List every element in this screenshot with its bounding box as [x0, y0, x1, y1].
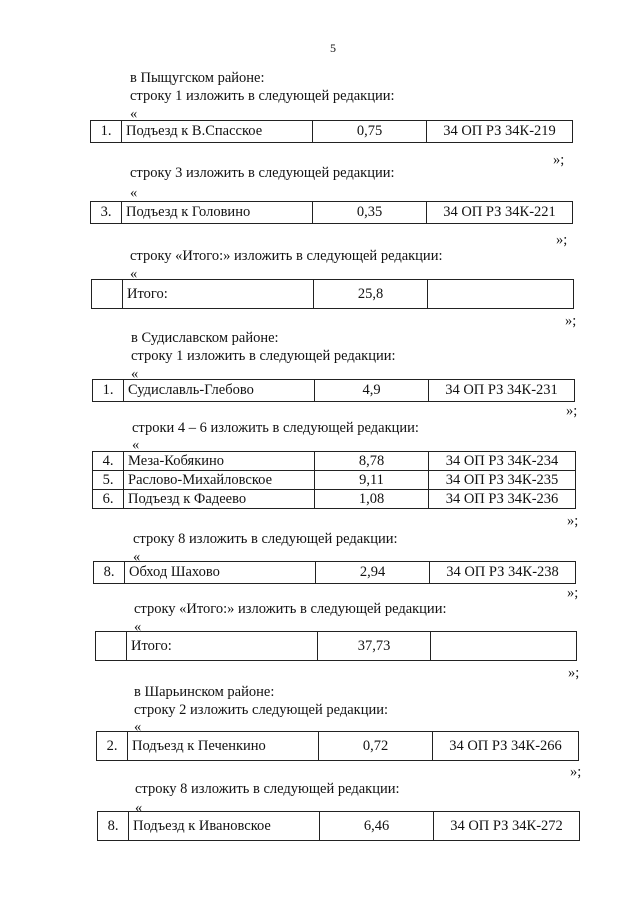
road-code: 34 ОП РЗ 34К-234	[429, 452, 576, 471]
quote-open: «	[130, 266, 138, 282]
road-length: 0,75	[313, 121, 427, 143]
road-name: Подъезд к Фадеево	[124, 490, 315, 509]
road-name: Меза-Кобякино	[124, 452, 315, 471]
table-row	[91, 121, 573, 143]
table-row	[93, 471, 576, 490]
row-number: 5.	[93, 471, 124, 490]
total-label: Итого:	[123, 280, 314, 309]
row-number: 8.	[98, 812, 129, 841]
road-length: 1,08	[315, 490, 429, 509]
quote-close: »;	[568, 665, 580, 681]
table-row	[98, 812, 580, 841]
road-length: 0,72	[319, 732, 433, 761]
road-code: 34 ОП РЗ 34К-272	[434, 812, 580, 841]
road-length: 9,11	[315, 471, 429, 490]
road-code: 34 ОП РЗ 34К-238	[430, 562, 576, 584]
table-row	[93, 380, 575, 402]
quote-close: »;	[565, 313, 577, 329]
edit-instruction: строку 3 изложить в следующей редакции:	[130, 165, 395, 181]
road-name: Подъезд к Печенкино	[128, 732, 319, 761]
road-name: Подъезд к Головино	[122, 202, 313, 224]
road-code	[428, 280, 574, 309]
road-table	[91, 279, 574, 309]
road-code: 34 ОП РЗ 34К-219	[427, 121, 573, 143]
district-heading: в Пыщугском районе:	[130, 70, 265, 86]
total-length: 25,8	[314, 280, 428, 309]
road-length: 0,35	[313, 202, 427, 224]
edit-instruction: строку «Итого:» изложить в следующей редакции:	[134, 601, 447, 617]
quote-open: «	[134, 719, 142, 735]
quote-open: «	[130, 106, 138, 122]
road-name: Подъезд к В.Спасское	[122, 121, 313, 143]
road-code	[431, 632, 577, 661]
quote-open: «	[130, 185, 138, 201]
road-code: 34 ОП РЗ 34К-221	[427, 202, 573, 224]
quote-close: »;	[556, 232, 568, 248]
road-table	[92, 379, 575, 402]
row-number: 2.	[97, 732, 128, 761]
row-number: 1.	[91, 121, 122, 143]
district-heading: в Судиславском районе:	[131, 330, 279, 346]
table-row	[93, 490, 576, 509]
table-row	[94, 562, 576, 584]
row-number: 8.	[94, 562, 125, 584]
road-length: 4,9	[315, 380, 429, 402]
quote-open: «	[133, 549, 141, 565]
quote-open: «	[134, 619, 142, 635]
road-code: 34 ОП РЗ 34К-266	[433, 732, 579, 761]
table-row	[92, 280, 574, 309]
table-row	[93, 452, 576, 471]
road-table	[96, 731, 579, 761]
edit-instruction: строку 8 изложить в следующей редакции:	[135, 781, 400, 797]
quote-close: »;	[570, 764, 582, 780]
district-heading: в Шарьинском районе:	[134, 684, 275, 700]
quote-close: »;	[566, 403, 578, 419]
row-number: 4.	[93, 452, 124, 471]
quote-open: «	[132, 437, 140, 453]
road-table	[93, 561, 576, 584]
row-number: 6.	[93, 490, 124, 509]
edit-instruction: строку 2 изложить следующей редакции:	[134, 702, 389, 718]
row-number: 3.	[91, 202, 122, 224]
road-name: Обход Шахово	[125, 562, 316, 584]
road-table	[92, 451, 576, 509]
row-number	[92, 280, 123, 309]
table-row	[97, 732, 579, 761]
edit-instruction: строку 1 изложить в следующей редакции:	[131, 348, 396, 364]
table-row	[91, 202, 573, 224]
total-length: 37,73	[318, 632, 431, 661]
total-label: Итого:	[127, 632, 318, 661]
edit-instruction: строку 8 изложить в следующей редакции:	[133, 531, 398, 547]
road-code: 34 ОП РЗ 34К-235	[429, 471, 576, 490]
quote-open: «	[131, 366, 139, 382]
row-number: 1.	[93, 380, 124, 402]
quote-close: »;	[567, 585, 579, 601]
road-table	[97, 811, 580, 841]
road-table	[90, 201, 573, 224]
table-row	[96, 632, 577, 661]
quote-close: »;	[553, 152, 565, 168]
road-length: 6,46	[320, 812, 434, 841]
edit-instruction: строки 4 – 6 изложить в следующей редакции:	[132, 420, 419, 436]
edit-instruction: строку «Итого:» изложить в следующей редакции:	[130, 248, 443, 264]
road-name: Подъезд к Ивановское	[129, 812, 320, 841]
road-code: 34 ОП РЗ 34К-236	[429, 490, 576, 509]
row-number	[96, 632, 127, 661]
road-length: 2,94	[316, 562, 430, 584]
road-length: 8,78	[315, 452, 429, 471]
quote-open: «	[135, 800, 143, 816]
road-table	[90, 120, 573, 143]
road-code: 34 ОП РЗ 34К-231	[429, 380, 575, 402]
page-number: 5	[330, 41, 336, 55]
road-name: Судиславль-Глебово	[124, 380, 315, 402]
road-table	[95, 631, 577, 661]
road-name: Раслово-Михайловское	[124, 471, 315, 490]
edit-instruction: строку 1 изложить в следующей редакции:	[130, 88, 395, 104]
quote-close: »;	[567, 513, 579, 529]
